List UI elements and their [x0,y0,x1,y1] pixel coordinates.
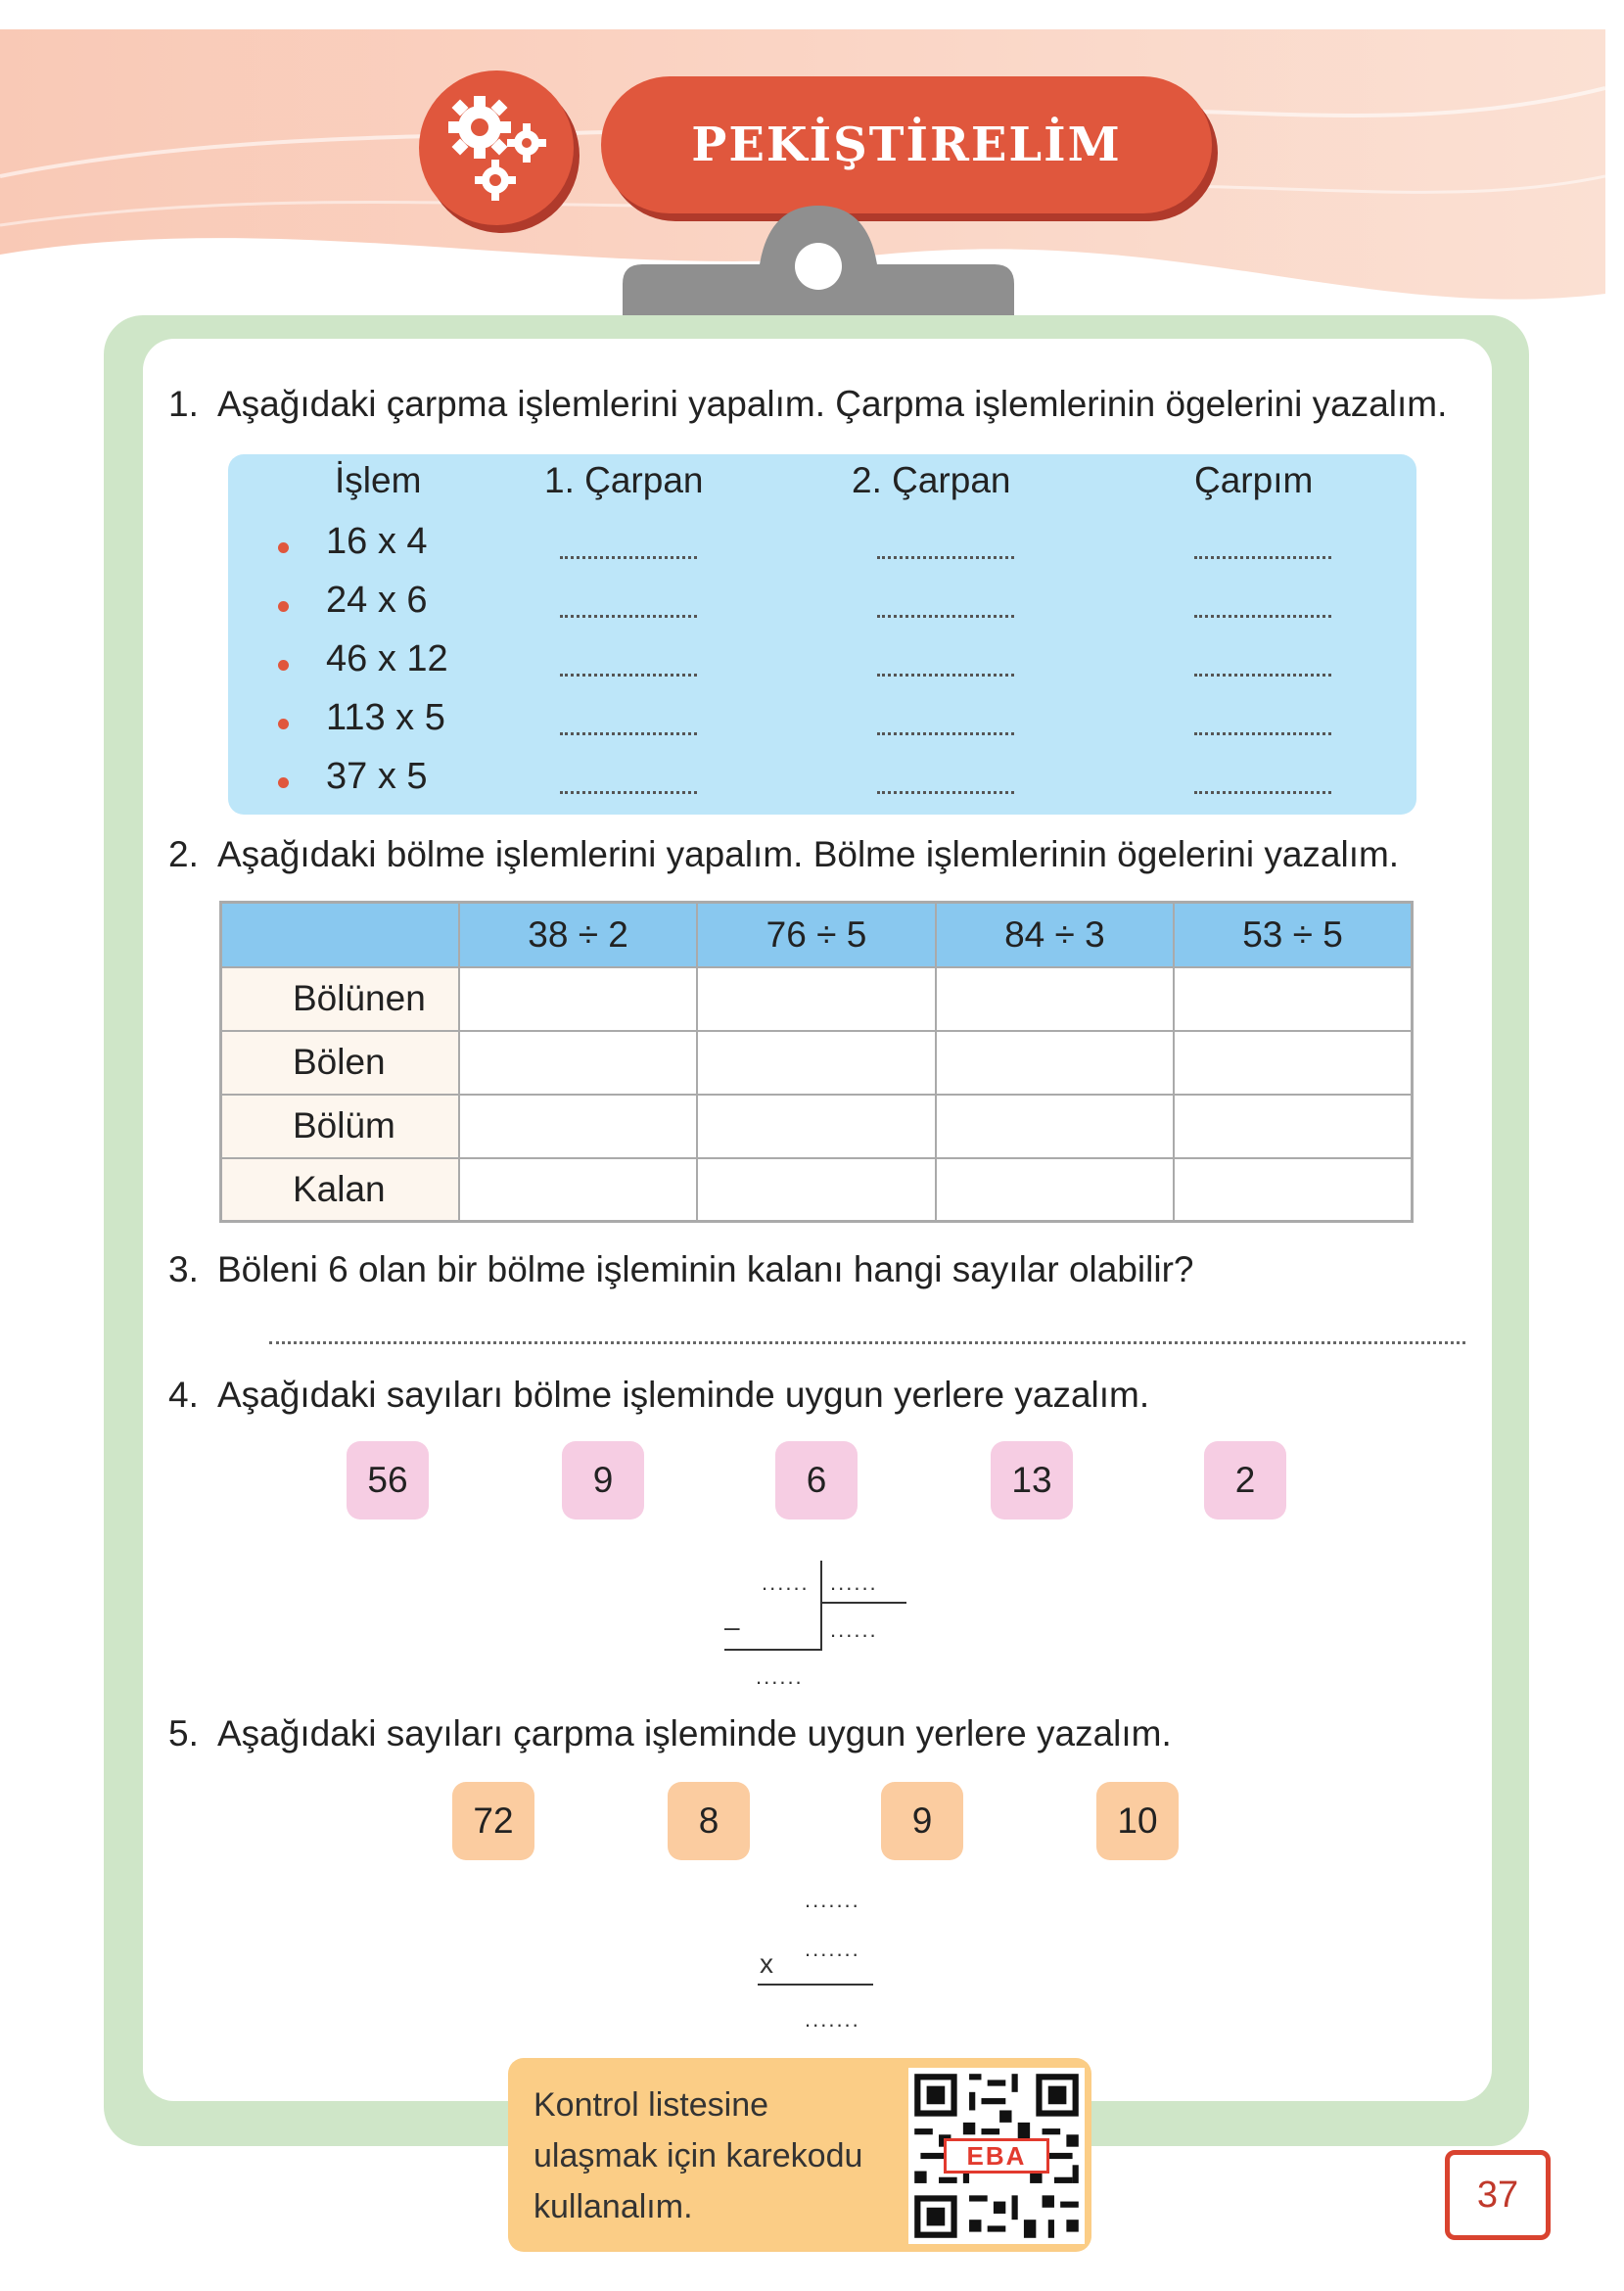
question-text: Aşağıdaki sayıları çarpma işleminde uygun yerlere yazalım. [217,1713,1172,1753]
question-number: 4. [168,1375,199,1415]
question-2 [168,834,1399,875]
answer-cell[interactable] [459,1158,697,1222]
number-chip[interactable]: 2 [1204,1441,1286,1520]
table-row [221,967,1413,1031]
number-chip[interactable]: 6 [775,1441,858,1520]
row-label: Bölen [221,1031,459,1095]
question-text: Aşağıdaki sayıları bölme işleminde uygun yerlere yazalım. [217,1375,1150,1415]
remainder-blank[interactable]: ...... [756,1664,804,1689]
answer-blank[interactable] [877,732,1014,735]
expression: 16 x 4 [326,521,428,562]
column-header: 38 ÷ 2 [459,903,697,967]
answer-blank[interactable] [560,791,697,794]
number-chip[interactable]: 13 [991,1441,1073,1520]
column-header: 76 ÷ 5 [697,903,935,967]
answer-blank[interactable] [1194,615,1331,618]
bullet-icon [278,601,289,612]
qr-text-line: Kontrol listesine [534,2086,769,2124]
question-4 [168,1375,1149,1416]
answer-cell[interactable] [697,1158,935,1222]
answer-cell[interactable] [697,967,935,1031]
bullet-icon [278,777,289,788]
qr-text-line: kullanalım. [534,2188,693,2225]
answer-line[interactable] [269,1341,1465,1344]
question-text: Aşağıdaki çarpma işlemlerini yapalım. Çarpma işlemlerinin ögelerini yazalım. [217,384,1448,424]
qr-text-line: ulaşmak için karekodu [534,2137,863,2174]
column-header: 53 ÷ 5 [1174,903,1412,967]
question-number: 3. [168,1249,199,1289]
question-text: Aşağıdaki bölme işlemlerini yapalım. Bölme işlemlerinin ögelerini yazalım. [217,834,1400,874]
multiplication-row [0,636,1624,695]
question-3 [168,1249,1193,1290]
answer-cell[interactable] [1174,967,1412,1031]
answer-blank[interactable] [560,615,697,618]
factor-blank[interactable]: ....... [805,1937,860,1961]
number-chip[interactable]: 9 [881,1782,963,1860]
multiplication-row [0,695,1624,754]
gears-icon [419,70,574,225]
multiplication-row [0,519,1624,578]
qr-instructions [534,2080,886,2232]
question-number: 1. [168,384,199,424]
answer-blank[interactable] [560,732,697,735]
product-line [758,1984,873,1986]
answer-cell[interactable] [1174,1095,1412,1158]
expression: 24 x 6 [326,580,428,621]
answer-blank[interactable] [1194,556,1331,559]
header-carpim: Çarpım [1194,460,1314,500]
minus-sign: – [724,1612,740,1642]
header-carpan-2: 2. Çarpan [852,460,1011,500]
expression: 113 x 5 [326,697,445,738]
divisor-blank[interactable]: ...... [830,1570,878,1595]
answer-cell[interactable] [936,1158,1174,1222]
answer-cell[interactable] [936,1095,1174,1158]
number-chip[interactable]: 72 [452,1782,534,1860]
dividend-blank[interactable]: ...... [762,1570,810,1595]
quotient-blank[interactable]: ...... [830,1617,878,1642]
product-blank[interactable]: ....... [805,2007,860,2032]
division-bar [822,1602,906,1604]
number-chip[interactable]: 9 [562,1441,644,1520]
answer-cell[interactable] [697,1095,935,1158]
answer-blank[interactable] [877,556,1014,559]
number-chip[interactable]: 56 [347,1441,429,1520]
header-carpan-1: 1. Çarpan [544,460,704,500]
bullet-icon [278,660,289,671]
answer-blank[interactable] [560,674,697,677]
number-chip[interactable]: 8 [668,1782,750,1860]
question-number: 5. [168,1713,199,1753]
answer-cell[interactable] [936,1031,1174,1095]
bullet-icon [278,719,289,729]
table-row [221,1158,1413,1222]
answer-cell[interactable] [1174,1031,1412,1095]
answer-blank[interactable] [877,791,1014,794]
section-title: PEKİŞTİRELİM [601,76,1212,213]
question-1 [168,384,1447,425]
table-corner [221,903,459,967]
answer-blank[interactable] [1194,732,1331,735]
answer-cell[interactable] [459,1031,697,1095]
answer-blank[interactable] [877,674,1014,677]
question-5 [168,1713,1172,1754]
eba-logo: EBA [944,2138,1049,2174]
answer-blank[interactable] [1194,791,1331,794]
row-label: Bölüm [221,1095,459,1158]
column-header: 84 ÷ 3 [936,903,1174,967]
answer-cell[interactable] [936,967,1174,1031]
subtraction-line [724,1649,822,1651]
question-text: Böleni 6 olan bir bölme işleminin kalanı hangi sayılar olabilir? [217,1249,1194,1289]
table-row [221,1031,1413,1095]
header-islem: İşlem [335,460,422,500]
question-number: 2. [168,834,199,874]
answer-cell[interactable] [459,967,697,1031]
multiplication-row [0,578,1624,636]
answer-cell[interactable] [459,1095,697,1158]
answer-cell[interactable] [1174,1158,1412,1222]
answer-cell[interactable] [697,1031,935,1095]
expression: 46 x 12 [326,638,448,679]
row-label: Bölünen [221,967,459,1031]
factor-blank[interactable]: ....... [805,1888,860,1912]
row-label: Kalan [221,1158,459,1222]
times-sign: x [760,1948,773,1979]
table-row [221,1095,1413,1158]
gears-badge [419,70,574,225]
number-chip[interactable]: 10 [1096,1782,1179,1860]
answer-blank[interactable] [877,615,1014,618]
expression: 37 x 5 [326,756,428,797]
answer-blank[interactable] [560,556,697,559]
multiplication-row [0,754,1624,813]
division-table [219,901,1414,1223]
division-bar [820,1561,822,1649]
answer-blank[interactable] [1194,674,1331,677]
page-number: 37 [1445,2150,1551,2240]
bullet-icon [278,542,289,553]
